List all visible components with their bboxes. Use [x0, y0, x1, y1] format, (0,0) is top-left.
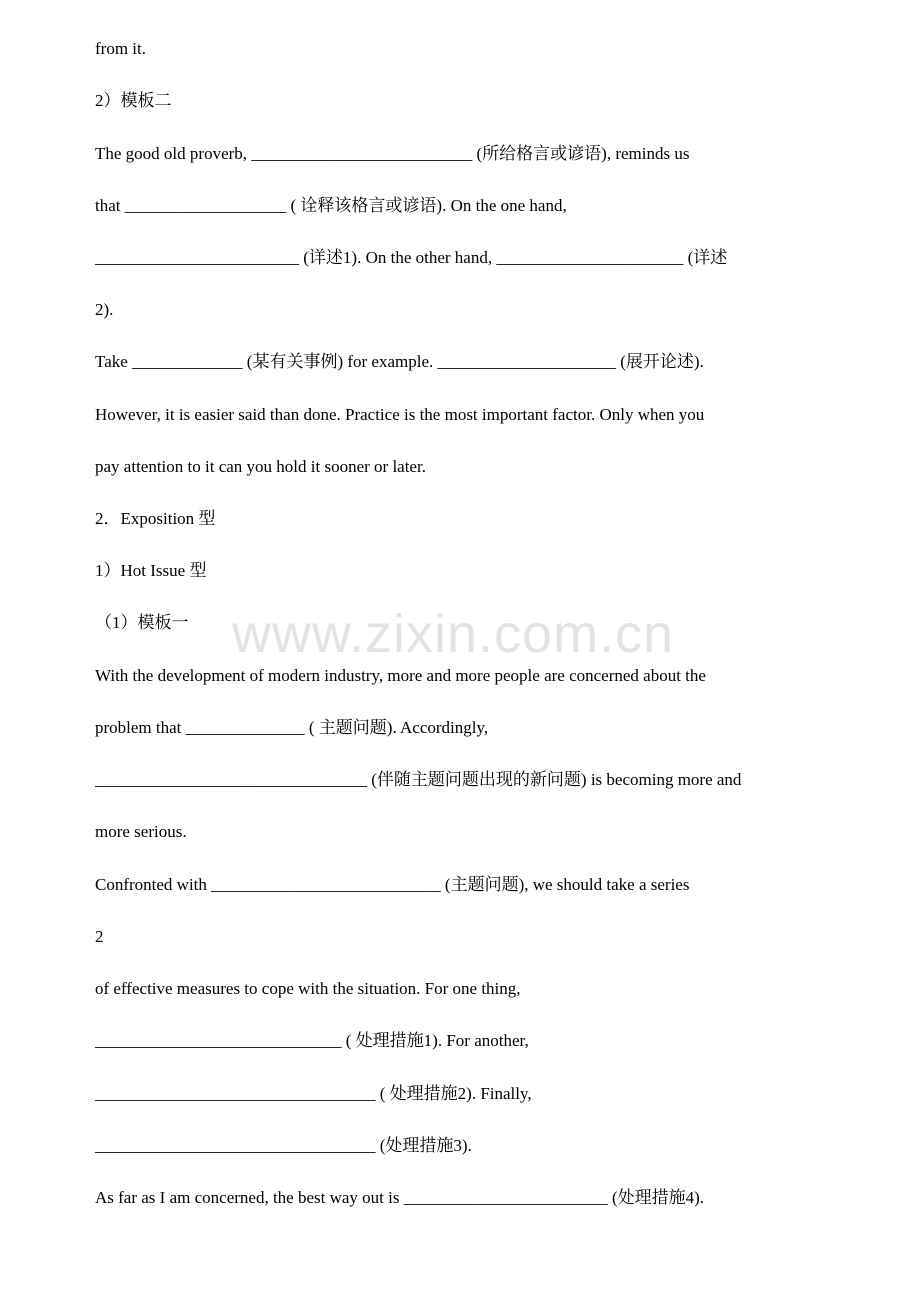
- text-line: _________________________________ ( 处理措施2). Finally,: [95, 1084, 532, 1103]
- text-line: 2).: [95, 300, 114, 319]
- subsection-heading: （1）模板一: [95, 613, 189, 632]
- text-line: Take _____________ (某有关事例) for example. _____________________ (展开论述).: [95, 352, 704, 371]
- text-line: _________________________________ (处理措施3).: [95, 1136, 472, 1155]
- text-line: The good old proverb, __________________________ (所给格言或谚语), reminds us: [95, 144, 690, 163]
- text-line: 2）模板二: [95, 91, 172, 110]
- text-line: However, it is easier said than done. Practice is the most important factor. Only when you: [95, 405, 705, 424]
- text-line: ________________________ (详述1). On the other hand, ______________________ (详述: [95, 248, 728, 267]
- watermark: www.zixin.com.cn: [232, 604, 675, 664]
- text-line: ________________________________ (伴随主题问题出现的新问题) is becoming more and: [95, 770, 742, 789]
- page-number: 2: [95, 927, 104, 946]
- text-line: pay attention to it can you hold it sooner or later.: [95, 457, 426, 476]
- text-line: more serious.: [95, 822, 187, 841]
- text-line: _____________________________ ( 处理措施1). For another,: [95, 1031, 529, 1050]
- section-heading: 2．Exposition 型: [95, 509, 216, 528]
- text-line: As far as I am concerned, the best way out is ________________________ (处理措施4).: [95, 1188, 705, 1207]
- subsection-heading: 1）Hot Issue 型: [95, 561, 207, 580]
- text-line: from it.: [95, 39, 146, 58]
- text-line: that ___________________ ( 诠释该格言或谚语). On the one hand,: [95, 196, 567, 215]
- text-line: of effective measures to cope with the situation. For one thing,: [95, 979, 521, 998]
- text-line: problem that ______________ ( 主题问题). Accordingly,: [95, 718, 489, 737]
- text-line: With the development of modern industry, more and more people are concerned about the: [95, 666, 706, 685]
- text-line: Confronted with ___________________________ (主题问题), we should take a series: [95, 875, 690, 894]
